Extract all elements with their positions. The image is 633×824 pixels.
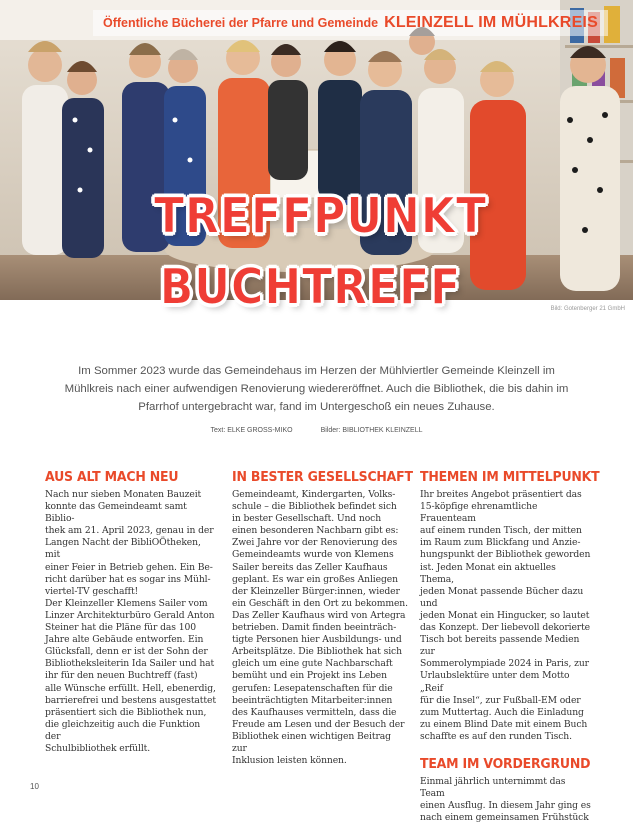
series-header: [93, 10, 608, 36]
text-credit: Text: ELKE GROSS-MIKO: [210, 427, 293, 434]
header-lead-text: Öffentliche Bücherei der Pfarre und Gemeinde: [103, 16, 379, 30]
column-1-body: Nach nur sieben Monaten Bauzeit konnte das Gemeindeamt samt Biblio- thek am 21. April 2023, genau in der Langen Nacht der BibliOÖtheken, mit einer Feier in Betrieb gehen. Ein Be- richt darüber hat es sogar ins Mühl- viertel-TV geschafft! Der Kleinzeller Klemens Sailer vom Linzer Architekturbüro Gerald Anton Steiner hat die Pläne für das 100 Jahre alte Gebäude entworfen. Ein Glücksfall, denn er ist der Sohn der Bibliotheksleiterin Ida Sailer und hat ihr für den neuen Buchtreff (fast) alle Wünsche erfüllt. Hell, ebenerdig, barrierefrei und bestens ausgestattet präsentiert sich die Bibliothek nun, die gleichzeitig auch die Funktion der Schulbibliothek erfüllt.: [45, 489, 216, 754]
intro-paragraph: Im Sommer 2023 wurde das Gemeindehaus im Herzen der Mühlviertler Gemeinde Kleinzell im Mühlkreis nach einer aufwendigen Renovierung wiedereröffnet. Auch die Bibliothek, die bis dahin im Pfarrhof untergebracht war, fand im Untergeschoß ein neues Zuhause.: [64, 365, 569, 414]
photo-credit: Bild: Gotenberger 21 GmbH: [550, 306, 625, 312]
article-column-1: [45, 468, 217, 755]
column-3-body: Ihr breites Angebot präsentiert das 15-köpfige ehrenamtliche Frauenteam auf einem runden Tisch, der mitten im Raum zum Blickfang und Anzie- hungspunkt der Bibliothek geworden ist. Jeden Monat ein aktuelles Thema, jeden Monat passende Bücher dazu und jeden Monat ein Hingucker, so lautet das Konzept. Der liebevoll dekorierte Tisch bot bereits passende Medien zur Sommerolympiade 2024 in Paris, zur Urlaubslektüre unter dem Motto „Reif für die Insel“, zur Fußball-EM oder zum Muttertag. Auch die Einladung zu einem Blind Date mit einem Buch schaffte es auf den runden Tisch.: [420, 489, 591, 742]
column-3-subbody: Einmal jährlich unternimmt das Team einen Ausflug. In diesem Jahr ging es nach einem gemeinsamen Frühstück: [420, 775, 591, 824]
article-column-3: [420, 468, 600, 824]
article-credits: [0, 427, 633, 434]
column-2-heading: IN BESTER GESELLSCHAFT: [232, 468, 413, 485]
article-column-2: [232, 468, 413, 767]
column-3-heading: THEMEN IM MITTELPUNKT: [420, 468, 600, 485]
headline-line-2: BUCHTREFF: [159, 258, 462, 316]
page-number: 10: [30, 782, 39, 791]
column-2-body: Gemeindeamt, Kindergarten, Volks- schule – die Bibliothek befindet sich in bester Gesellschaft. Und noch einen besonderen Nachbarn gibt es: Zwei Jahre vor der Renovierung des Gemeindeamts wurde von Klemens Sailer bereits das Zeller Kaufhaus geplant. Es war ein großes Anliegen der Kleinzeller Bürger:innen, wieder ein Geschäft in den Ort zu bekommen. Das Zeller Kaufhaus wird von Artegra betrieben. Damit finden beeinträch- tigte Personen hier Ausbildungs- und Arbeitsplätze. Die Bibliothek hat sich gleich um eine gute Nachbarschaft bemüht und ein Projekt ins Leben gerufen: Lesepatenschaften für die beeinträchtigten Mitarbeiter:innen des Kaufhauses vermitteln, dass die Freude am Lesen und der Besuch der Bibliothek einen wichtigen Beitrag zur Inklusion leisten können.: [232, 489, 408, 767]
column-1-heading: AUS ALT MACH NEU: [45, 468, 179, 485]
header-place-text: KLEINZELL IM MÜHLKREIS: [384, 14, 598, 31]
headline-line-1: TREFFPUNKT: [154, 187, 487, 245]
column-3-subheading: TEAM IM VORDERGRUND: [420, 754, 591, 772]
image-credit: Bilder: BIBLIOTHEK KLEINZELL: [320, 427, 423, 434]
